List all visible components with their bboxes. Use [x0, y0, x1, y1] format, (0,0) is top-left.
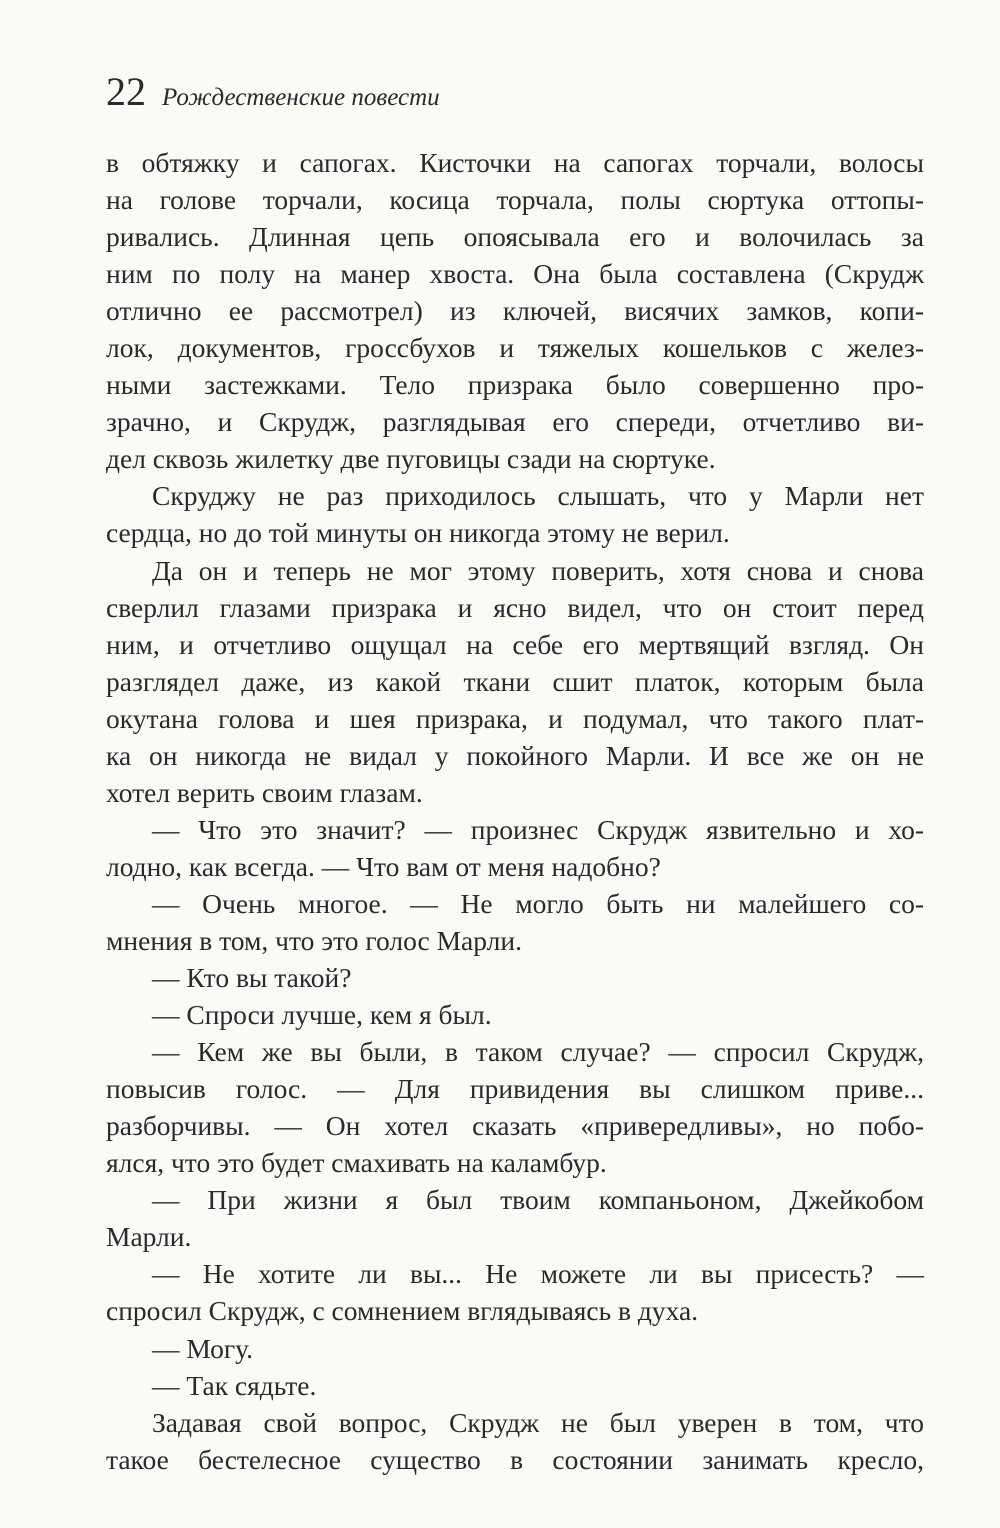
running-head [106, 68, 440, 116]
text-line: ными застежками. Тело призрака было совершенно про- [106, 369, 924, 401]
text-line: повысив голос. — Для привидения вы слишком приве... [106, 1073, 924, 1105]
text-line: — Очень многое. — Не могло быть ни малейшего со- [152, 887, 924, 919]
text-line: Задавая свой вопрос, Скрудж не был уверен в том, что [152, 1406, 924, 1438]
text-line: такое бестелесное существо в состоянии занимать кресло, [106, 1443, 924, 1475]
text-line: мнения в том, что это голос Марли. [106, 924, 522, 956]
text-line: сверлил глазами призрака и ясно видел, что он стоит перед [106, 591, 924, 623]
text-line: ривались. Длинная цепь опоясывала его и волочилась за [106, 221, 924, 253]
text-line: ним по полу на манер хвоста. Она была составлена (Скрудж [106, 258, 924, 290]
text-line: разглядел даже, из какой ткани сшит платок, которым была [106, 665, 924, 697]
text-line: — Не хотите ли вы... Не можете ли вы присесть? — [152, 1258, 924, 1290]
text-line: — Кем же вы были, в таком случае? — спросил Скрудж, [152, 1036, 924, 1068]
text-line: — Могу. [152, 1332, 254, 1364]
text-line: Да он и теперь не мог этому поверить, хотя снова и снова [152, 554, 924, 586]
text-line: в обтяжку и сапогах. Кисточки на сапогах торчали, волосы [106, 147, 924, 178]
text-line: — Так сядьте. [152, 1369, 317, 1401]
text-line: спросил Скрудж, с сомнением вглядываясь в духа. [106, 1295, 699, 1327]
body-text [106, 144, 924, 1478]
text-line: дел сквозь жилетку две пуговицы сзади на сюртуке. [106, 443, 716, 475]
text-line: окутана голова и шея призрака, и подумал, что такого плат- [106, 702, 924, 734]
text-line: на голове торчали, косица торчала, полы сюртука оттопы- [106, 184, 924, 216]
text-line: Марли. [106, 1221, 192, 1253]
text-line: лодно, как всегда. — Что вам от меня надобно? [106, 850, 661, 882]
text-line: — Что это значит? — произнес Скрудж язвительно и хо- [152, 813, 924, 845]
text-line: Скруджу не раз приходилось слышать, что у Марли нет [152, 480, 924, 512]
text-line: — При жизни я был твоим компаньоном, Джейкобом [152, 1184, 924, 1216]
text-line: отлично ее рассмотрел) из ключей, висячих замков, копи- [106, 295, 924, 327]
text-line: ним, и отчетливо ощущал на себе его мертвящий взгляд. Он [106, 628, 924, 660]
text-line: сердца, но до той минуты он никогда этому не верил. [106, 517, 730, 549]
text-line: ка он никогда не видал у покойного Марли. И все же он не [106, 739, 924, 771]
text-line: ялся, что это будет смахивать на каламбур. [106, 1147, 607, 1179]
text-line: лок, документов, гроссбухов и тяжелых кошельков с желез- [106, 332, 924, 364]
text-line: зрачно, и Скрудж, разглядывая его спереди, отчетливо ви- [106, 406, 924, 438]
text-line: разборчивы. — Он хотел сказать «привередливы», но побо- [106, 1110, 924, 1142]
page-number: 22 [106, 69, 146, 114]
book-title: Рождественские повести [162, 84, 440, 111]
text-line: — Спроси лучше, кем я был. [152, 999, 492, 1031]
text-line: — Кто вы такой? [152, 962, 352, 994]
text-line: хотел верить своим глазам. [106, 776, 423, 808]
